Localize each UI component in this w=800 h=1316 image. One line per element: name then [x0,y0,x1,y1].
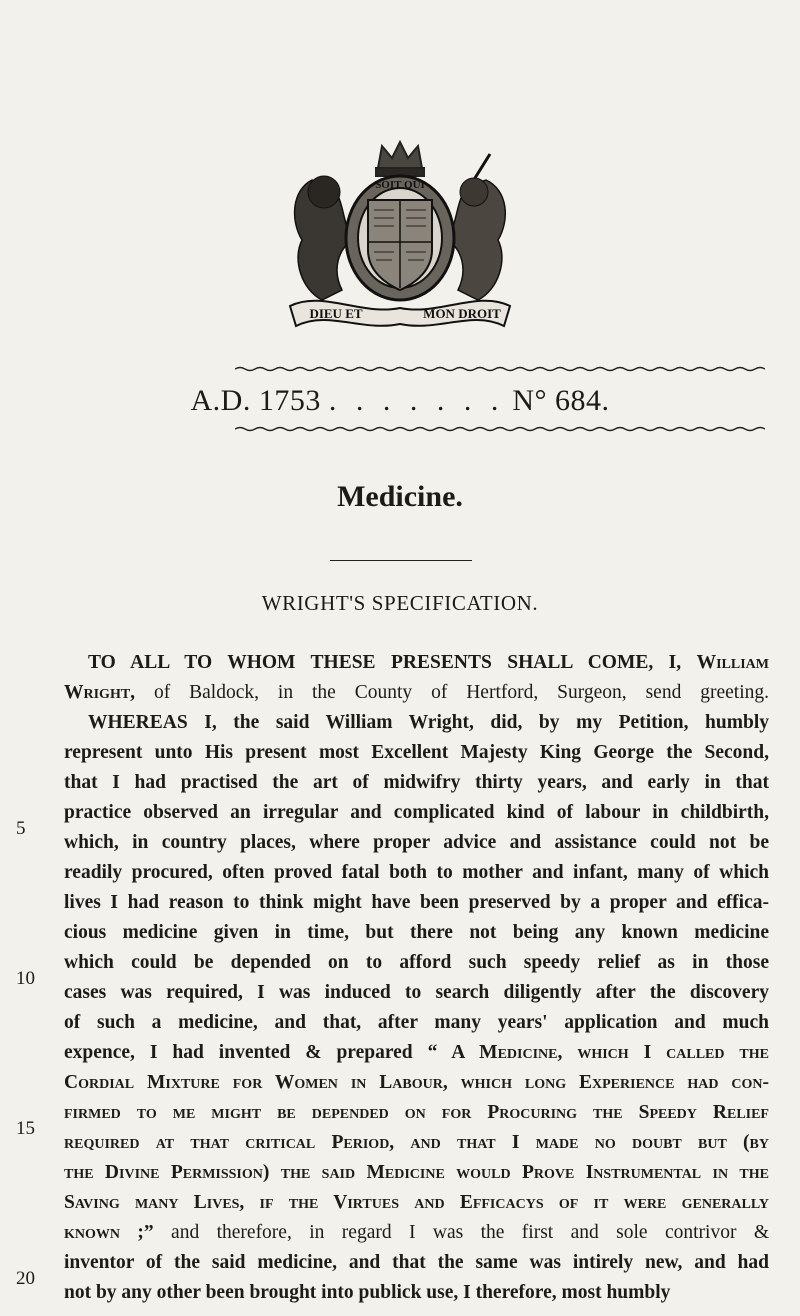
text-line: known ;” and therefore, in regard I was the first and sole contrivor & [64,1222,770,1243]
text-line: which could be depended on to afford such speedy relief as in those [64,952,769,973]
garter-motto: SOIT QUI [375,179,425,191]
motto-left: DIEU ET [309,306,363,321]
divider [330,560,472,561]
text-line: TO ALL TO WHOM THESE PRESENTS SHALL COME, I, William [88,652,770,673]
text-line: inventor of the said medicine, and that the same was intirely new, and had [64,1252,769,1273]
subject-heading: Medicine. [337,480,463,513]
text-line: cases was required, I was induced to search diligently after the discovery [64,982,769,1003]
patent-year: A.D. 1753 [190,384,321,417]
specification-title: WRIGHT'S SPECIFICATION. [261,591,539,615]
text-line: readily procured, often proved fatal both to mother and infant, many of which [64,862,769,883]
line-number-15: 15 [16,1118,35,1139]
text-line: Wright, of Baldock, in the County of Hertford, Surgeon, send greeting. [64,682,770,703]
leader-dots: . . . . . . . [328,384,505,417]
text-line: lives I had reason to think might have been preserved by a proper and effica- [64,892,769,913]
patent-number: N° 684. [512,384,610,417]
text-line: cious medicine given in time, but there not being any known medicine [64,922,769,943]
motto-right: MON DROIT [423,306,501,321]
line-number-10: 10 [16,968,35,989]
line-number-20: 20 [16,1268,35,1289]
text-line: WHEREAS I, the said William Wright, did, by my Petition, humbly [88,712,769,733]
line-number-5: 5 [16,818,26,839]
text-line: practice observed an irregular and complicated kind of labour in childbirth, [64,802,769,823]
text-line: that I had practised the art of midwifry thirty years, and early in that [64,772,769,793]
text-line: of such a medicine, and that, after many years' application and much [64,1012,769,1033]
text-line: expence, I had invented & prepared “ A Medicine, which I called the [64,1042,769,1063]
text-line: not by any other been brought into publick use, I therefore, most humbly [64,1282,671,1303]
text-line: required at that critical Period, and that I made no doubt but (by [64,1132,769,1153]
text-line: Cordial Mixture for Women in Labour, which long Experience had con- [64,1072,769,1093]
text-line: which, in country places, where proper advice and assistance could not be [64,832,769,853]
specification-body [64,648,769,1308]
text-line: the Divine Permission) the said Medicine would Prove Instrumental in the [64,1162,769,1183]
royal-coat-of-arms [272,140,528,330]
text-line: represent unto His present most Excellent Majesty King George the Second, [64,742,769,763]
text-line: Saving many Lives, if the Virtues and Efficacys of it were generally [64,1192,769,1213]
wavy-rule-bottom [235,426,765,432]
wavy-rule-top [235,366,765,372]
text-line: firmed to me might be depended on for Procuring the Speedy Relief [64,1102,769,1123]
patent-header [0,384,800,418]
